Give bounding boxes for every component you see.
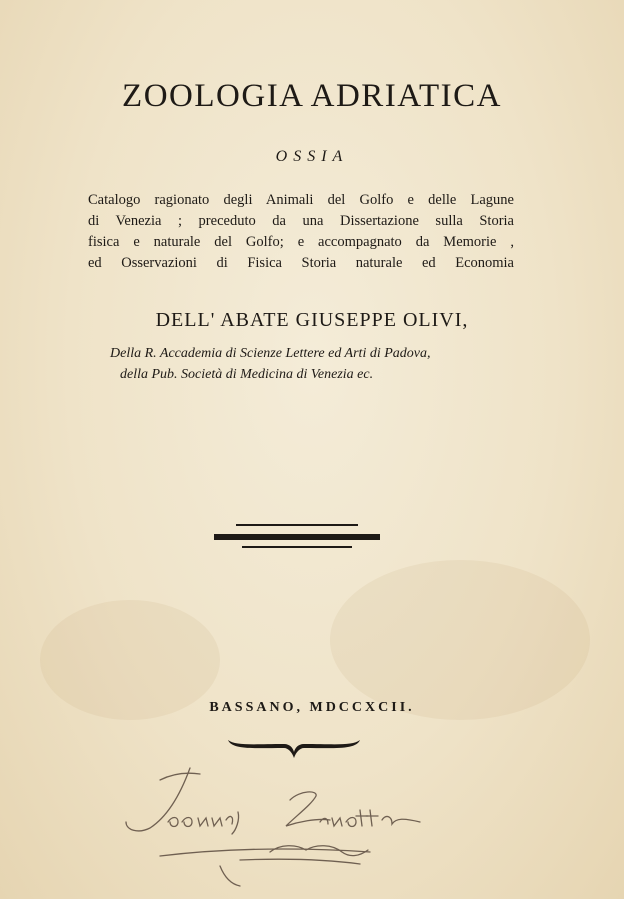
description-block — [88, 190, 514, 274]
paper-stain — [330, 560, 590, 720]
imprint-place-date: BASSANO, MDCCXCII. — [209, 700, 415, 715]
author-affiliation — [110, 343, 530, 385]
handwritten-signature — [120, 760, 440, 890]
description-line: fisica e naturale del Golfo; e accompagnato da Memorie , — [88, 234, 514, 250]
subtitle-ossia: OSSIA — [275, 148, 349, 165]
description-line: Catalogo ragionato degli Animali del Golfo e delle Lagune — [88, 192, 514, 208]
author-line: DELL' ABATE GIUSEPPE OLIVI, — [155, 309, 469, 331]
book-title: ZOOLOGIA ADRIATICA — [122, 78, 502, 114]
affiliation-line: della Pub. Società di Medicina di Venezia ec. — [120, 367, 374, 382]
divider-rule-thin — [242, 546, 352, 548]
affiliation-line: Della R. Accademia di Scienze Lettere ed Arti di Padova, — [110, 346, 431, 361]
brace-ornament — [224, 736, 364, 760]
divider-rule-thin — [236, 524, 358, 526]
description-line: ed Osservazioni di Fisica Storia naturale ed Economia — [88, 255, 514, 271]
description-line: di Venezia ; preceduto da una Dissertazione sulla Storia — [88, 213, 514, 229]
divider-rule-thick — [214, 534, 380, 540]
